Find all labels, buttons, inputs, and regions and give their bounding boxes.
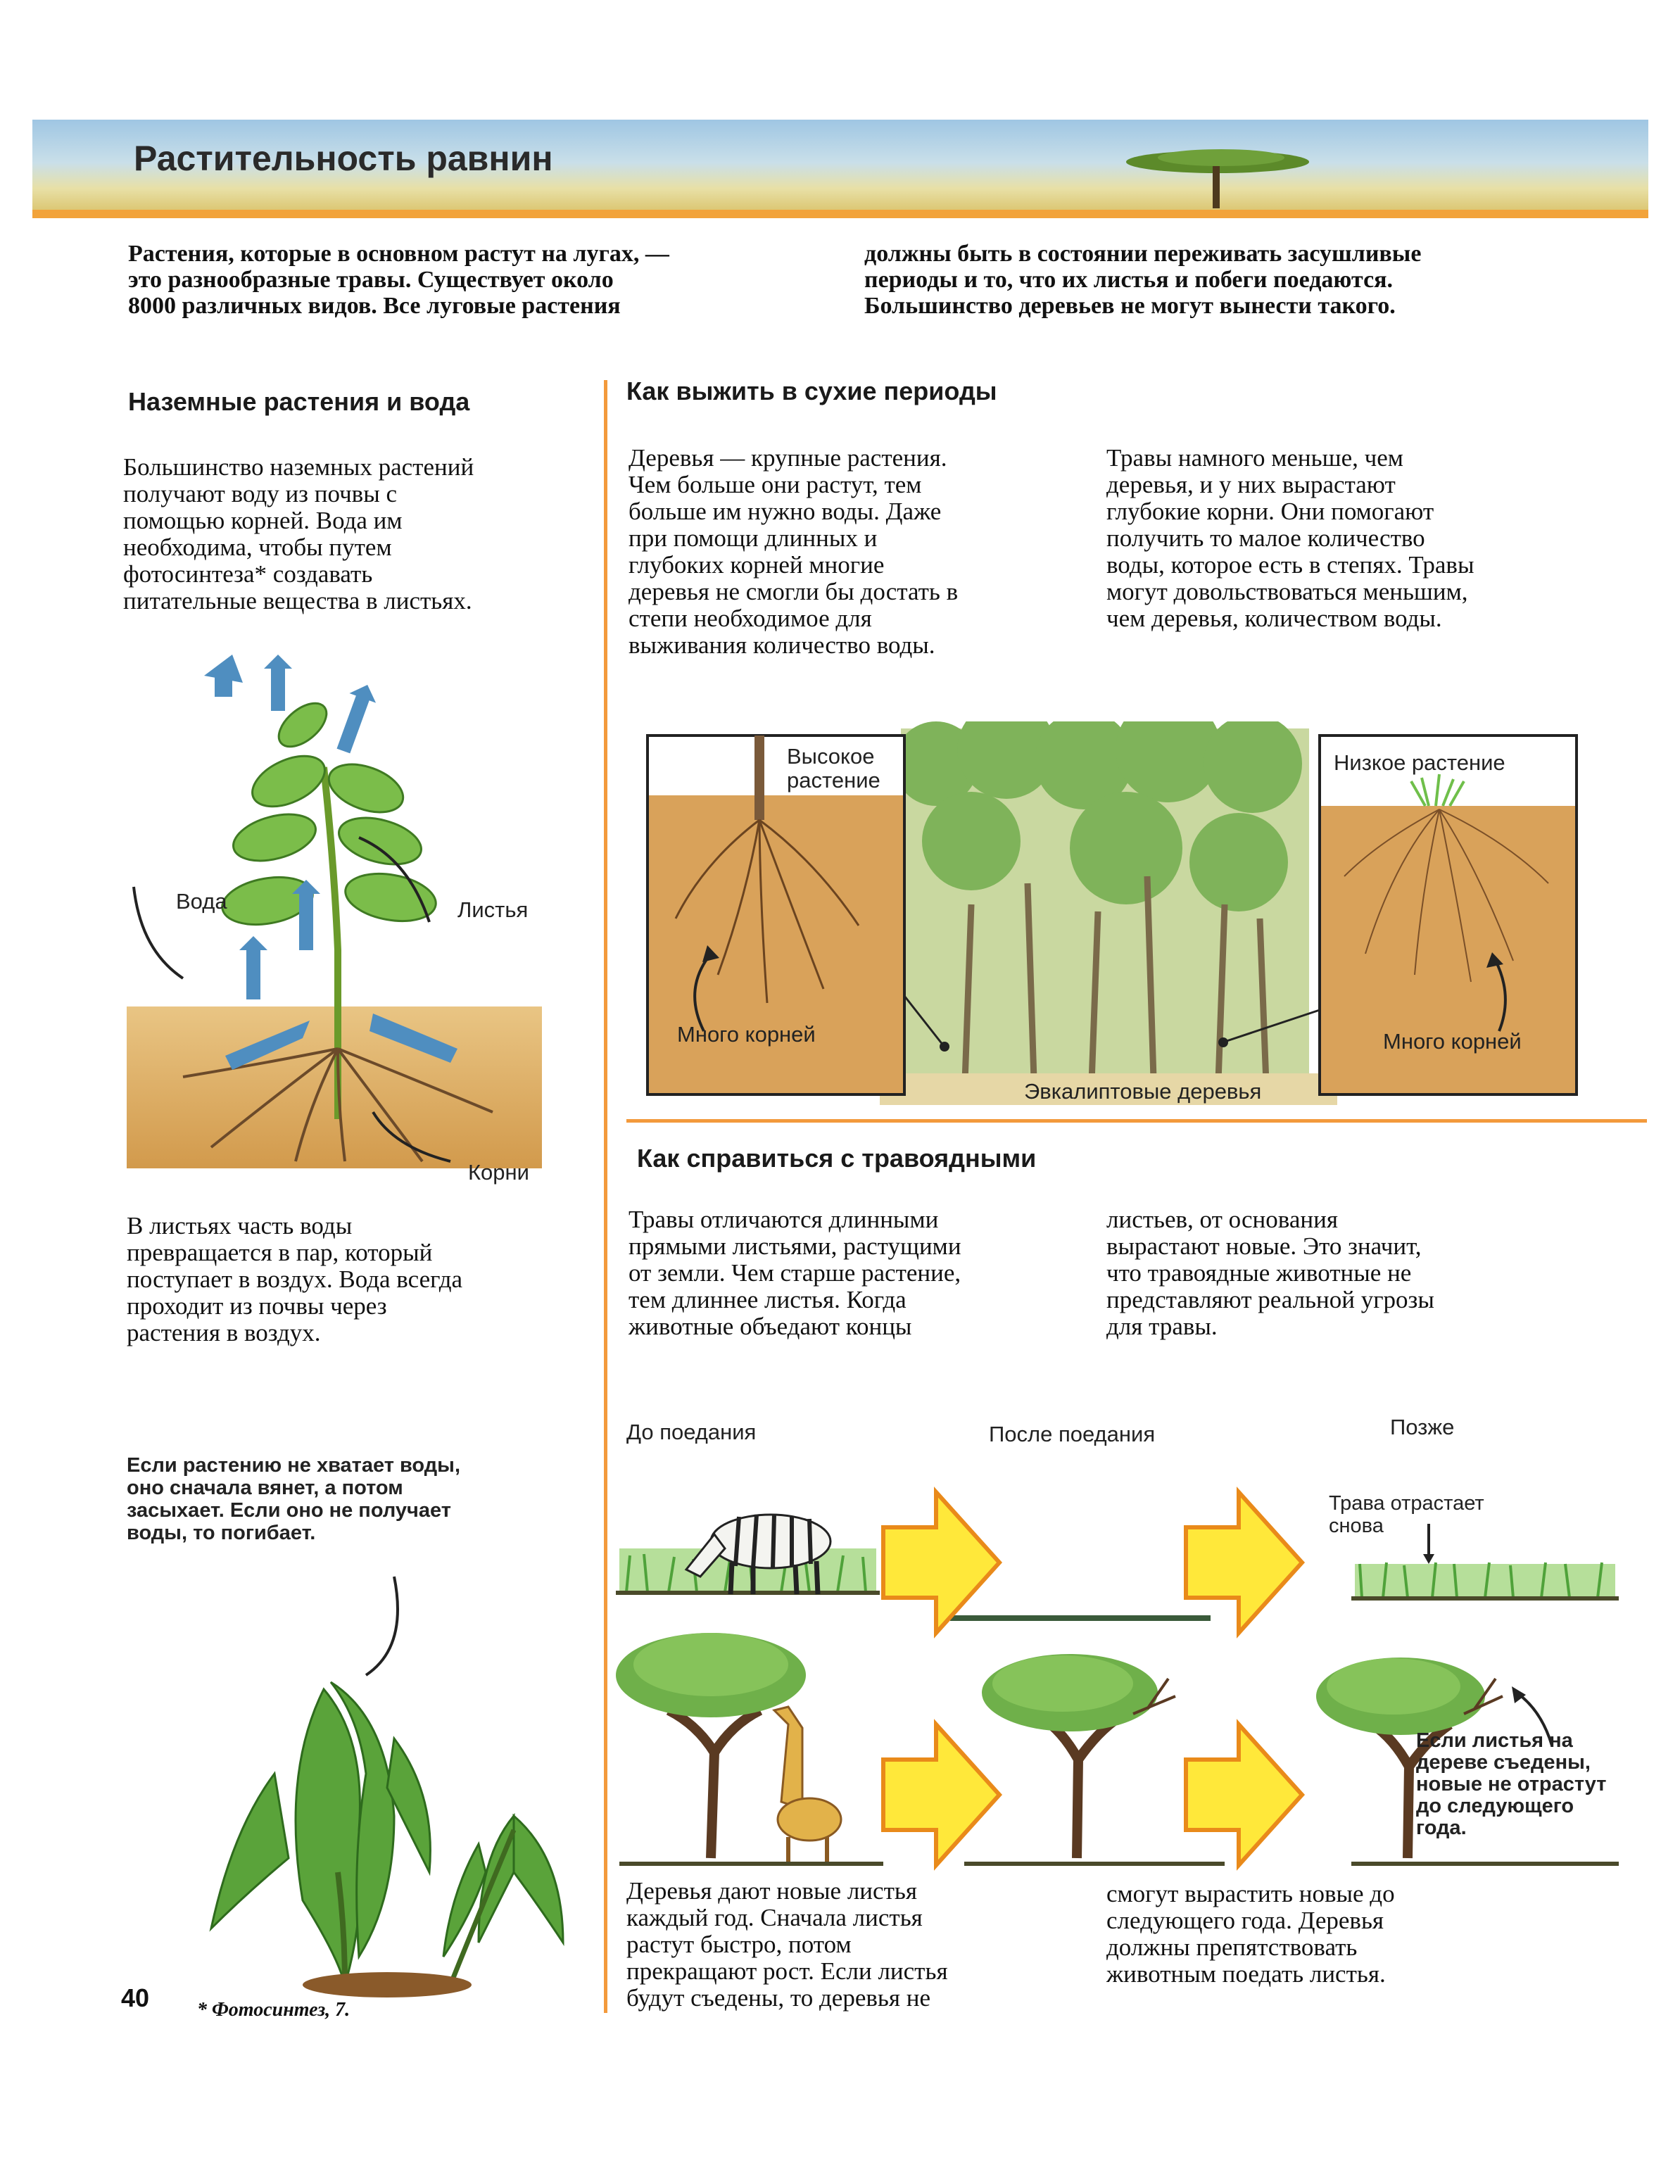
text-line: Большинство наземных растений <box>123 453 474 481</box>
page-title: Растительность равнин <box>134 139 553 178</box>
label-leaves: Листья <box>457 897 529 922</box>
text-line: что травоядные животные не <box>1106 1259 1412 1287</box>
section-dry-col2 <box>1106 445 1599 632</box>
section-water-text2 <box>127 1213 577 1346</box>
text-line: могут довольствоваться меньшим, <box>1106 578 1468 605</box>
text-line: Деревья дают новые листья <box>626 1877 917 1905</box>
label-tall-plant <box>787 745 880 793</box>
note-line: Если листья на <box>1416 1729 1573 1752</box>
label-water: Вода <box>176 889 227 914</box>
text-line: больше им нужно воды. Даже <box>629 498 942 525</box>
label-line: снова <box>1329 1515 1384 1537</box>
label-line: Высокое <box>787 744 875 769</box>
text-line: чем деревья, количеством воды. <box>1106 605 1442 632</box>
intro-left <box>128 241 797 319</box>
text-line: представляют реальной угрозы <box>1106 1286 1434 1313</box>
label-line: Трава отрастает <box>1329 1492 1484 1515</box>
section-water-text <box>123 454 574 614</box>
page-number: 40 <box>121 1983 150 2012</box>
text-line: прямыми листьями, растущими <box>629 1232 961 1260</box>
intro-line: 8000 различных видов. Все луговые растения <box>128 293 621 319</box>
text-line: животные объедают концы <box>629 1313 912 1340</box>
note-line: новые не отрастут <box>1416 1773 1607 1795</box>
text-line: растения в воздух. <box>127 1319 321 1346</box>
text-line: деревья не смогли бы достать в <box>629 578 959 605</box>
text-line: воды, которое есть в степях. Травы <box>1106 551 1474 579</box>
text-line: Чем больше они растут, тем <box>629 471 922 498</box>
text-line: поступает в воздух. Вода всегда <box>127 1265 463 1293</box>
text-line: от земли. Чем старше растение, <box>629 1259 961 1287</box>
label-many-roots-right: Много корней <box>1383 1029 1522 1054</box>
stage-later: Позже <box>1390 1415 1455 1439</box>
intro-line: Растения, которые в основном растут на лугах, — <box>128 241 669 267</box>
intro-line: периоды и то, что их листья и побеги поедаются. <box>864 267 1394 293</box>
section-grazers-col1 <box>629 1206 1107 1340</box>
giraffe <box>774 1707 841 1862</box>
text-line: растут быстро, потом <box>626 1931 852 1958</box>
wilt-caption <box>127 1454 549 1544</box>
footnote: * Фотосинтез, 7. <box>197 1999 350 2021</box>
text-line: прекращают рост. Если листья <box>626 1957 948 1985</box>
stage-before: До поедания <box>626 1420 757 1444</box>
text-line: помощью корней. Вода им <box>123 507 403 534</box>
section-water-heading: Наземные растения и вода <box>128 387 470 416</box>
section-dry-col1 <box>629 445 1079 659</box>
text-line: питательные вещества в листьях. <box>123 587 472 614</box>
acacia-icon <box>1098 138 1323 208</box>
intro-right <box>864 241 1603 319</box>
text-line: степи необходимое для <box>629 605 872 632</box>
text-line: деревья, и у них вырастают <box>1106 471 1396 498</box>
text-line: животным поедать листья. <box>1106 1960 1386 1988</box>
label-eucalyptus: Эвкалиптовые деревья <box>1024 1079 1262 1104</box>
text-line: листьев, от основания <box>1106 1206 1338 1233</box>
text-line: при помощи длинных и <box>629 524 878 552</box>
caption-line: засыхает. Если оно не получает <box>127 1499 451 1522</box>
section-grazers-heading: Как справиться с травоядными <box>637 1144 1037 1173</box>
caption-line: воды, то погибает. <box>127 1522 316 1544</box>
label-line: растение <box>787 768 880 793</box>
text-line: глубоких корней многие <box>629 551 885 579</box>
header-stripe <box>32 210 1648 218</box>
note-line: до следующего <box>1416 1795 1574 1817</box>
text-line: В листьях часть воды <box>127 1212 353 1239</box>
note-line: дереве съедены, <box>1416 1751 1591 1774</box>
text-line: должны препятствовать <box>1106 1933 1358 1961</box>
caption-line: оно сначала вянет, а потом <box>127 1477 403 1499</box>
column-divider <box>604 380 607 2013</box>
section-grazers-bottom2 <box>1106 1881 1585 1988</box>
section-dry-heading: Как выжить в сухие периоды <box>626 377 997 405</box>
text-line: Деревья — крупные растения. <box>629 444 947 472</box>
text-line: получить то малое количество <box>1106 524 1425 552</box>
note-line: года. <box>1416 1817 1467 1839</box>
text-line: получают воду из почвы с <box>123 480 397 507</box>
tree-note <box>1416 1730 1607 1839</box>
text-line: выживания количество воды. <box>629 631 935 659</box>
section-grazers-bottom1 <box>626 1878 1105 2012</box>
text-line: необходима, чтобы путем <box>123 534 392 561</box>
text-line: будут съедены, то деревья не <box>626 1984 930 2012</box>
label-short-plant: Низкое растение <box>1334 750 1505 775</box>
text-line: каждый год. Сначала листья <box>626 1904 923 1931</box>
section-grazers-col2 <box>1106 1206 1585 1340</box>
text-line: вырастают новые. Это значит, <box>1106 1232 1422 1260</box>
text-line: проходит из почвы через <box>127 1292 387 1320</box>
grass-regrows-label <box>1329 1492 1484 1537</box>
intro-line: это разнообразные травы. Существует около <box>128 267 614 293</box>
text-line: Травы намного меньше, чем <box>1106 444 1403 472</box>
intro-line: Большинство деревьев не могут вынести такого. <box>864 293 1396 319</box>
label-many-roots-left: Много корней <box>677 1022 816 1047</box>
text-line: тем длиннее листья. Когда <box>629 1286 907 1313</box>
text-line: фотосинтеза* создавать <box>123 560 373 588</box>
wilted-plant-illustration <box>183 1563 591 1999</box>
text-line: Травы отличаются длинными <box>629 1206 939 1233</box>
stage-after: После поедания <box>989 1422 1156 1446</box>
text-line: превращается в пар, который <box>127 1239 433 1266</box>
label-roots: Корни <box>468 1160 529 1185</box>
grazing-diagram <box>612 1436 1647 1914</box>
text-line: смогут вырастить новые до <box>1106 1880 1395 1907</box>
caption-line: Если растению не хватает воды, <box>127 1454 460 1477</box>
section-divider <box>626 1119 1647 1123</box>
text-line: следующего года. Деревья <box>1106 1907 1384 1934</box>
text-line: для травы. <box>1106 1313 1218 1340</box>
intro-line: должны быть в состоянии переживать засушливые <box>864 241 1422 267</box>
text-line: глубокие корни. Они помогают <box>1106 498 1434 525</box>
